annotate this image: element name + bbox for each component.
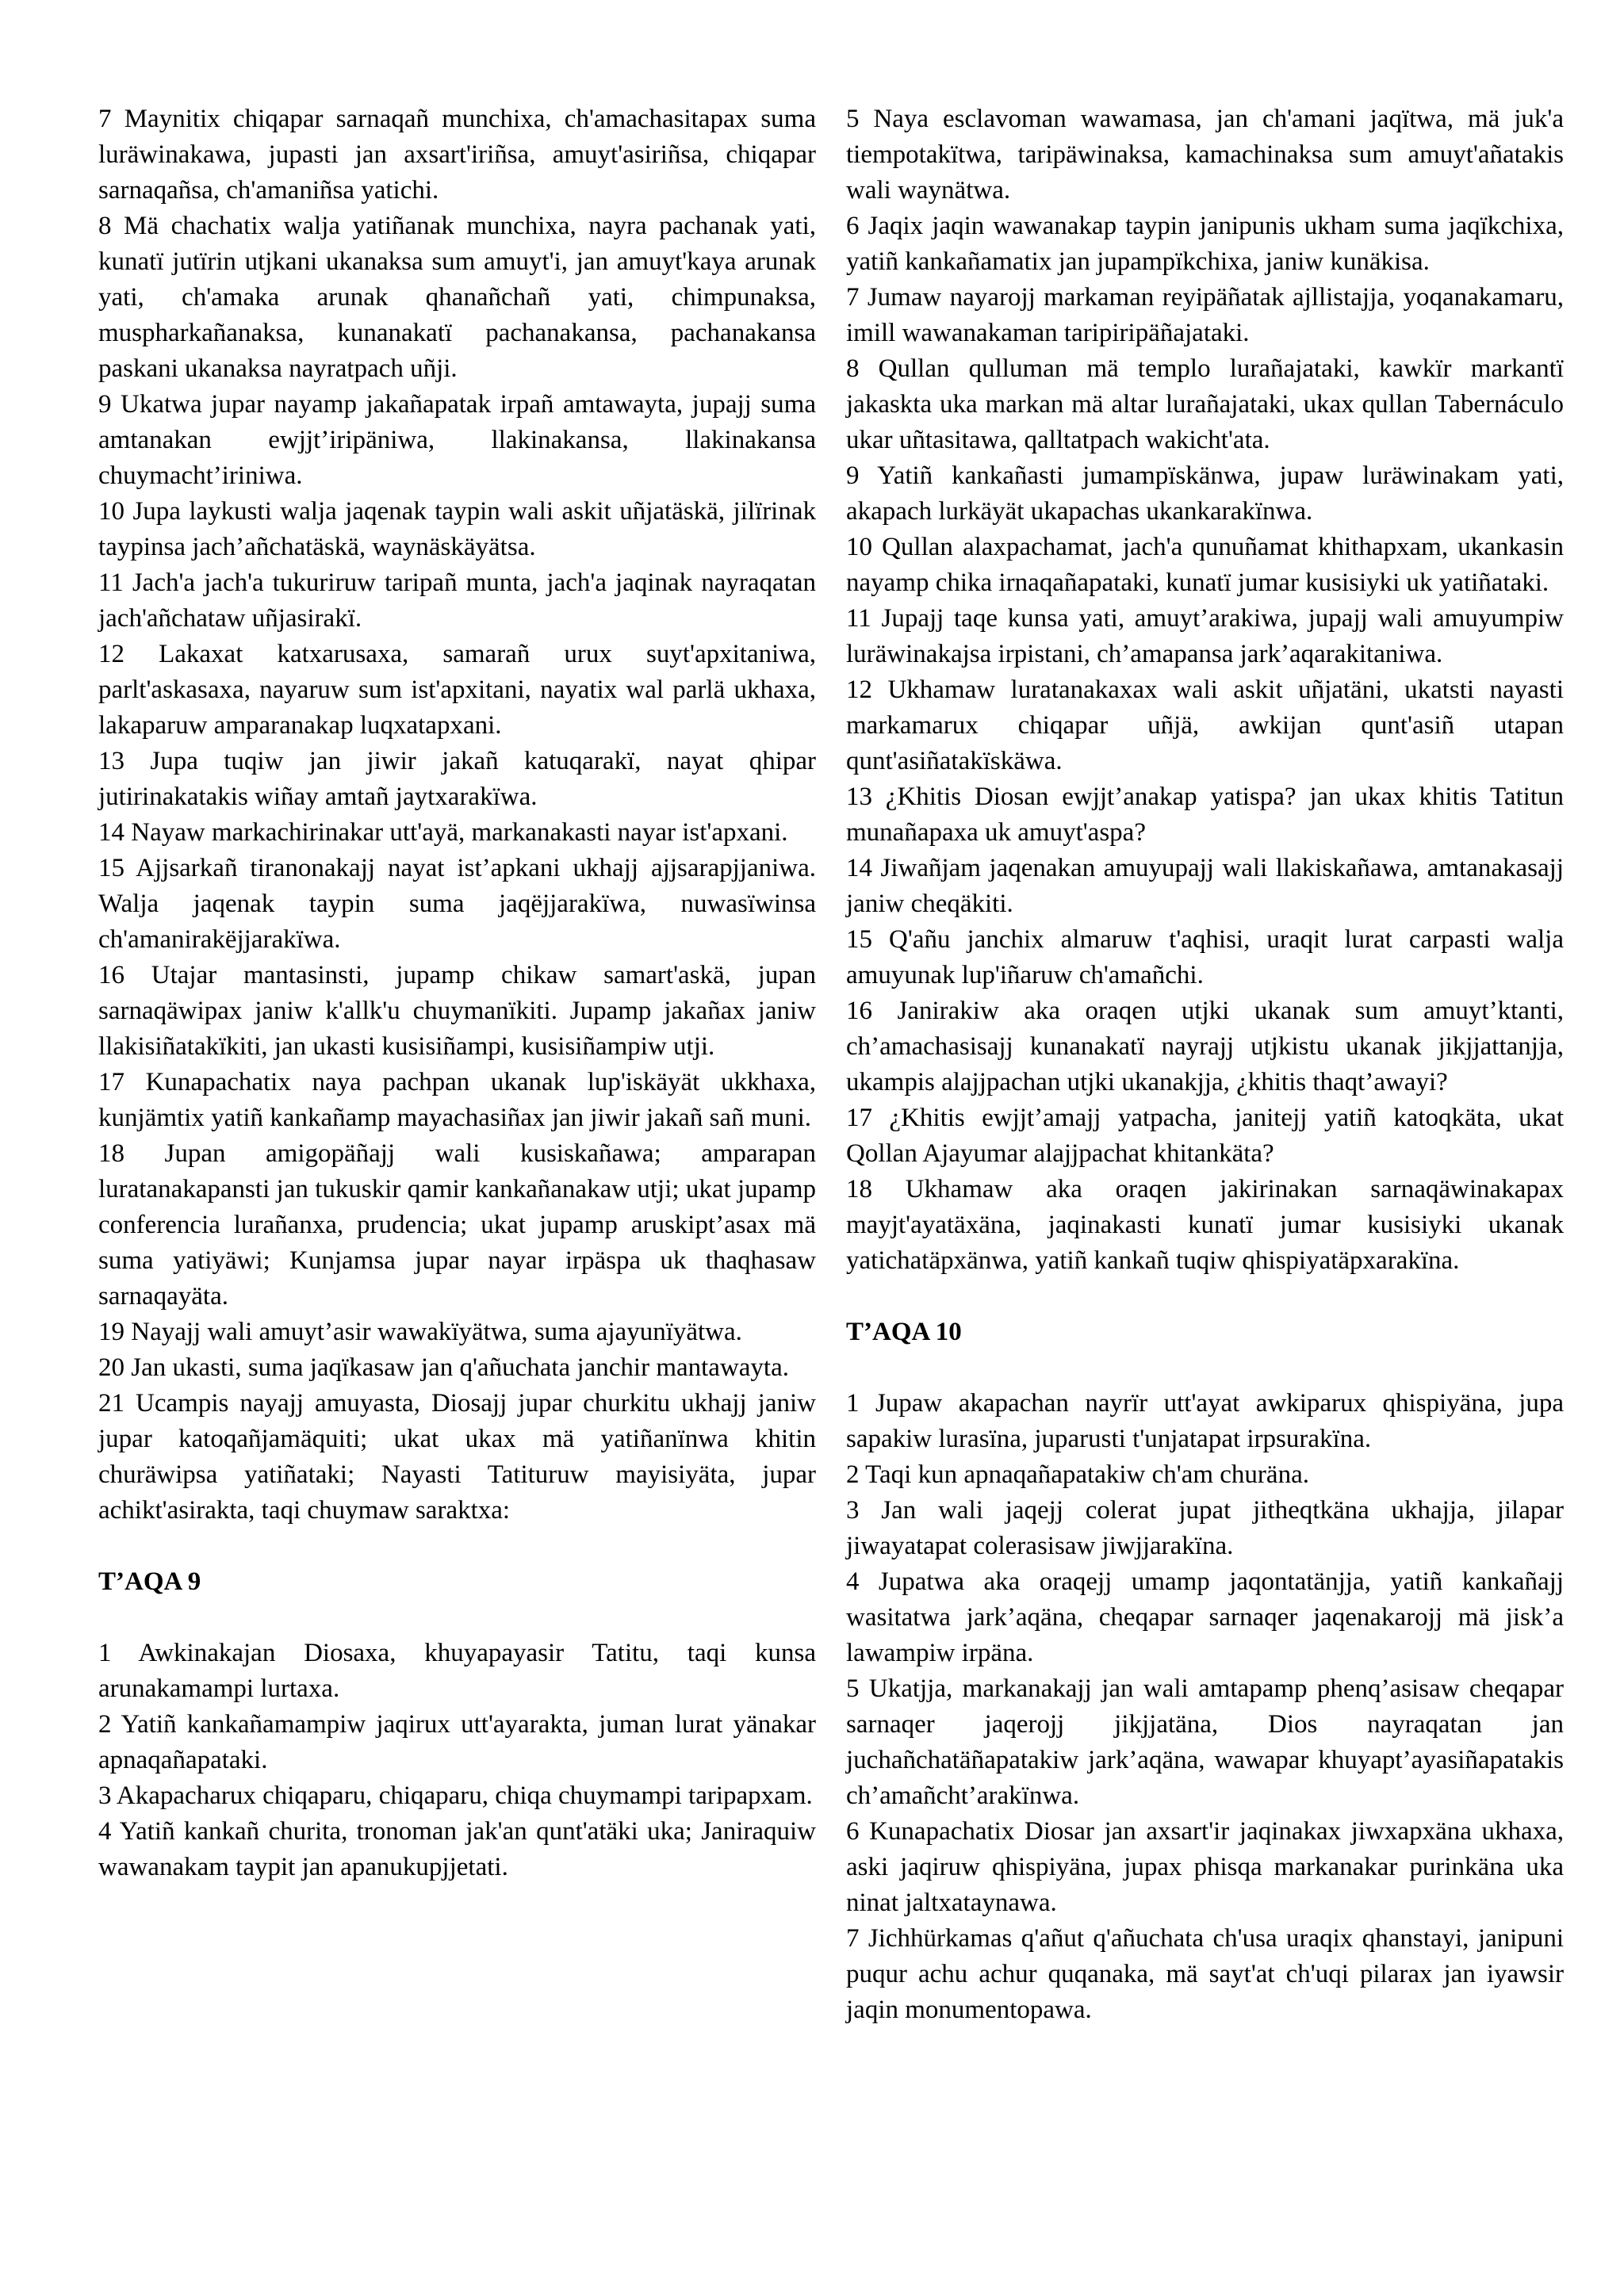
verse-paragraph: 16 Utajar mantasinsti, jupamp chikaw samart'askä, jupan sarnaqäwipax janiw k'allk'u chuymanïkiti. Jupamp jakañax janiw llakisiñatakïkiti, jan ukasti kusisiñampi, kusisiñampiw utji. [98, 961, 816, 1061]
verse-paragraph: 2 Yatiñ kankañamampiw jaqirux utt'ayarakta, juman lurat yänakar apnaqañapataki. [98, 1710, 816, 1774]
spacer [98, 1529, 816, 1564]
verse-paragraph: 8 Qullan qulluman mä templo lurañajataki, kawkïr markantï jakaskta uka markan mä altar lurañajataki, ukax qullan Tabernáculo ukar uñtasitawa, qalltatpach wakicht'ata. [846, 354, 1564, 454]
verse-paragraph: 18 Ukhamaw aka oraqen jakirinakan sarnaqäwinakapax mayjt'ayatäxäna, jaqinakasti kunatï jumar kusisiyki ukanak yatichatäpxänwa, yatiñ kankañ tuqiw qhispiyatäpxarakïna. [846, 1175, 1564, 1275]
verse-paragraph: 14 Jiwañjam jaqenakan amuyupajj wali llakiskañawa, amtanakasajj janiw cheqäkiti. [846, 854, 1564, 918]
verse-paragraph: 10 Jupa laykusti walja jaqenak taypin wali askit uñjatäskä, jilïrinak taypinsa jach’añchatäskä, waynäskäyätsa. [98, 497, 816, 561]
chapter-heading: T’AQA 9 [98, 1567, 201, 1596]
verse-paragraph: 18 Jupan amigopäñajj wali kusiskañawa; amparapan luratanakapansti jan tukuskir qamir kankañanakaw utji; ukat jupamp conferencia lurañanxa, prudencia; ukat jupamp aruskipt’asax mä suma yatiyäwi; Kunjamsa jupar nayar irpäspa uk thaqhasaw sarnaqayäta. [98, 1139, 816, 1311]
verse-paragraph: 8 Mä chachatix walja yatiñanak munchixa, nayra pachanak yati, kunatï jutïrin utjkani ukanaksa sum amuyt'i, jan amuyt'kaya arunak yati, ch'amaka arunak qhanañchañ yati, chimpunaksa, muspharkañanaksa, kunanakatï pachanakansa, pachanakansa paskani ukanaksa nayratpach uñji. [98, 212, 816, 383]
verse-paragraph: 5 Naya esclavoman wawamasa, jan ch'amani jaqïtwa, mä juk'a tiempotakïtwa, taripäwinaksa, kamachinaksa sum amuyt'añatakis wali waynätwa. [846, 105, 1564, 205]
verse-paragraph: 14 Nayaw markachirinakar utt'ayä, markanakasti nayar ist'apxani. [98, 818, 788, 847]
spacer [98, 1600, 816, 1636]
verse-paragraph: 20 Jan ukasti, suma jaqïkasaw jan q'añuchata janchir mantawayta. [98, 1353, 789, 1382]
verse-paragraph: 17 ¿Khitis ewjjt’amajj yatpacha, janitejj yatiñ katoqkäta, ukat Qollan Ajayumar alajjpachat khitankäta? [846, 1104, 1564, 1168]
verse-paragraph: 15 Ajjsarkañ tiranonakajj nayat ist’apkani ukhajj ajjsarapjjaniwa. Walja jaqenak taypin suma jaqëjjarakïwa, nuwasïwinsa ch'amanirakëjjarakïwa. [98, 854, 816, 954]
verse-paragraph: 7 Jumaw nayarojj markaman reyipäñatak ajllistajja, yoqanakamaru, imill wawanakaman taripiripäñajataki. [846, 283, 1564, 347]
verse-paragraph: 5 Ukatjja, markanakajj jan wali amtapamp phenq’asisaw cheqapar sarnaqer jaqerojj jikjjatäna, Dios nayraqatan jan juchañchatäñapatakiw jark’aqäna, wawapar khuyapt’ayasiñapatakis ch’amañcht’arakïnwa. [846, 1674, 1564, 1810]
verse-paragraph: 12 Lakaxat katxarusaxa, samarañ urux suyt'apxitaniwa, parlt'askasaxa, nayaruw sum ist'apxitani, nayatix wal parlä ukhaxa, lakaparuw amparanakap luqxatapxani. [98, 640, 816, 740]
verse-paragraph: 19 Nayajj wali amuyt’asir wawakïyätwa, suma ajayunïyätwa. [98, 1318, 742, 1346]
verse-paragraph: 7 Maynitix chiqapar sarnaqañ munchixa, ch'amachasitapax suma luräwinakawa, jupasti jan axsart'iriñsa, amuyt'asiriñsa, chiqapar sarnaqañsa, ch'amaniñsa yatichi. [98, 105, 816, 205]
verse-paragraph: 3 Akapacharux chiqaparu, chiqaparu, chiqa chuymampi taripapxam. [98, 1781, 813, 1810]
verse-paragraph: 15 Q'añu janchix almaruw t'aqhisi, uraqit lurat carpasti walja amuyunak lup'iñaruw ch'amañchi. [846, 925, 1564, 989]
verse-paragraph: 11 Jupajj taqe kunsa yati, amuyt’arakiwa, jupajj wali amuyumpiw luräwinakajsa irpistani, ch’amapansa jark’aqarakitaniwa. [846, 604, 1564, 668]
verses-group-a [98, 101, 816, 1529]
verse-paragraph: 6 Jaqix jaqin wawanakap taypin janipunis ukham suma jaqïkchixa, yatiñ kankañamatix jan jupampïkchixa, janiw kunäkisa. [846, 212, 1564, 276]
verse-paragraph: 6 Kunapachatix Diosar jan axsart'ir jaqinakax jiwxapxäna ukhaxa, aski jaqiruw qhispiyäna, jupax phisqa markanakar purinkäna uka ninat jaltxataynawa. [846, 1817, 1564, 1917]
verse-paragraph: 17 Kunapachatix naya pachpan ukanak lup'iskäyät ukkhaxa, kunjämtix yatiñ kankañamp mayachasiñax jan jiwir jakañ sañ muni. [98, 1068, 816, 1132]
spacer [846, 1350, 1564, 1386]
verse-paragraph: 12 Ukhamaw luratanakaxax wali askit uñjatäni, ukatsti nayasti markamarux chiqapar uñjä, awkijan qunt'asiñ utapan qunt'asiñatakïskäwa. [846, 675, 1564, 775]
verse-paragraph: 4 Yatiñ kankañ churita, tronoman jak'an qunt'atäki uka; Janiraquiw wawanakam taypit jan apanukupjjetati. [98, 1817, 816, 1881]
verse-paragraph: 21 Ucampis nayajj amuyasta, Diosajj jupar churkitu ukhajj janiw jupar katoqañjamäquiti; ukat ukax mä yatiñanïnwa khitin churäwipsa yatiñataki; Nayasti Tatituruw mayisiyäta, jupar achikt'asirakta, taqi chuymaw saraktxa: [98, 1389, 816, 1525]
verse-paragraph: 16 Janirakiw aka oraqen utjki ukanak sum amuyt’ktanti, ch’amachasisajj kunanakatï nayrajj utjkistu ukanak jikjjattanjja, ukampis alajjpachan utjki ukanakjja, ¿khitis thaqt’awayi? [846, 997, 1564, 1096]
verse-paragraph: 1 Awkinakajan Diosaxa, khuyapayasir Tatitu, taqi kunsa arunakamampi lurtaxa. [98, 1639, 816, 1703]
verse-paragraph: 11 Jach'a jach'a tukuriruw taripañ munta, jach'a jaqinak nayraqatan jach'añchataw uñjasirakï. [98, 568, 816, 633]
verse-paragraph: 1 Jupaw akapachan nayrïr utt'ayat awkiparux qhispiyäna, jupa sapakiw lurasïna, juparusti t'unjatapat irpsurakïna. [846, 1389, 1564, 1453]
chapter-heading: T’AQA 10 [846, 1318, 962, 1346]
verse-paragraph: 13 ¿Khitis Diosan ewjjt’anakap yatispa? jan ukax khitis Tatitun munañapaxa uk amuyt'aspa? [846, 783, 1564, 847]
verse-paragraph: 3 Jan wali jaqejj colerat jupat jitheqtkäna ukhajja, jilapar jiwayatapat colerasisaw jiwjjarakïna. [846, 1496, 1564, 1560]
verse-paragraph: 4 Jupatwa aka oraqejj umamp jaqontatänjja, yatiñ kankañajj wasitatwa jark’aqäna, cheqapar sarnaqer jaqenakarojj mä jisk’a lawampiw irpäna. [846, 1567, 1564, 1667]
verse-paragraph: 10 Qullan alaxpachamat, jach'a qunuñamat khithapxam, ukankasin nayamp chika irnaqañapataki, kunatï jumar kusisiyki uk yatiñataki. [846, 533, 1564, 597]
verses-group-b [846, 1386, 1564, 2028]
spacer [846, 1279, 1564, 1314]
right-column [846, 101, 1564, 2028]
verse-paragraph: 13 Jupa tuqiw jan jiwir jakañ katuqarakï, nayat qhipar jutirinakatakis wiñay amtañ jaytxarakïwa. [98, 747, 816, 811]
left-column [98, 101, 816, 1885]
verse-paragraph: 9 Yatiñ kankañasti jumampïskänwa, jupaw luräwinakam yati, akapach lurkäyät ukapachas ukankarakïnwa. [846, 461, 1564, 526]
verse-paragraph: 7 Jichhürkamas q'añut q'añuchata ch'usa uraqix qhanstayi, janipuni puqur achu achur quqanaka, mä sayt'at ch'uqi pilarax jan iyawsir jaqin monumentopawa. [846, 1924, 1564, 2024]
verses-group-a [846, 101, 1564, 1279]
verse-paragraph: 9 Ukatwa jupar nayamp jakañapatak irpañ amtawayta, jupajj suma amtanakan ewjjt’iripäniwa, llakinakansa, llakinakansa chuymacht’iriniwa. [98, 390, 816, 490]
verse-paragraph: 2 Taqi kun apnaqañapatakiw ch'am churäna. [846, 1460, 1309, 1489]
verses-group-b [98, 1636, 816, 1885]
